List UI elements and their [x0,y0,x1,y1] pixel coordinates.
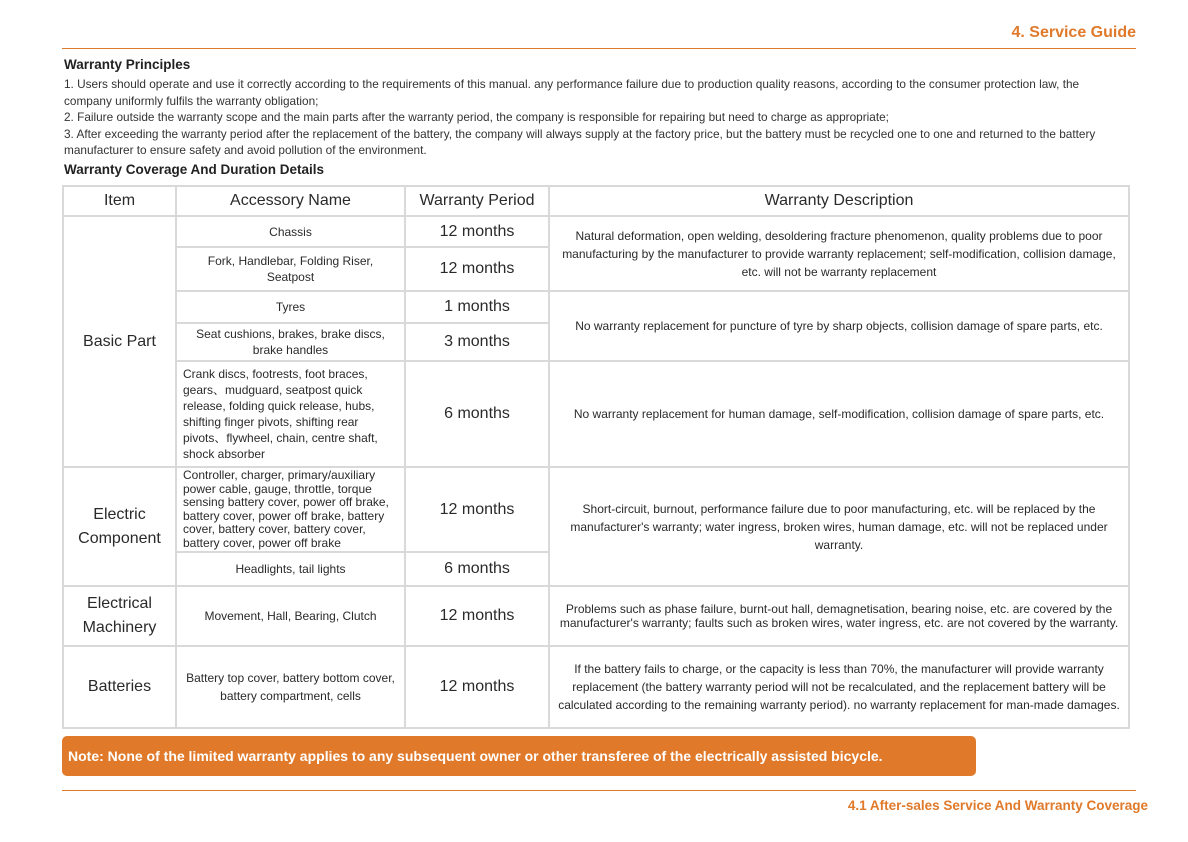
table-row [63,646,1129,728]
principles-heading: Warranty Principles [64,57,191,72]
header-description: Warranty Description [549,186,1129,216]
principles-list [64,76,1130,159]
accessory-cell: Chassis [176,216,405,247]
accessory-cell: Controller, charger, primary/auxiliary power cable, gauge, throttle, torque sensing battery cover, power off brake, battery cover, power off brake, battery cover, battery cover, battery cover, battery cover, power off brake [176,467,405,551]
accessory-cell: Crank discs, footrests, foot braces, gears、mudguard, seatpost quick release, folding quick release, hubs, shifting finger pivots, shifting rear pivots、flywheel, chain, centre shaft, shock absorber [176,361,405,467]
header-period: Warranty Period [405,186,549,216]
warranty-note-banner: Note: None of the limited warranty applies to any subsequent owner or other transferee of the electrically assisted bicycle. [62,736,976,776]
description-cell: Short-circuit, burnout, performance failure due to poor manufacturing, etc. will be replaced by the manufacturer's warranty; water ingress, broken wires, human damage, etc. will not be replaced under warranty. [549,467,1129,585]
principle-item: 1. Users should operate and use it correctly according to the requirements of this manual. any performance failure due to production quality reasons, according to the consumer protection law, the company uniformly fulfils the warranty obligation; [64,77,1080,108]
page-section-title: 4. Service Guide [1011,24,1136,41]
item-batteries: Batteries [63,646,176,728]
period-cell: 12 months [405,247,549,291]
period-cell: 12 months [405,216,549,247]
table-row [63,467,1129,551]
warranty-table [62,185,1130,729]
coverage-heading: Warranty Coverage And Duration Details [64,162,325,177]
period-cell: 12 months [405,646,549,728]
item-electric-component: Electric Component [63,467,176,585]
table-row [63,216,1129,247]
accessory-cell: Seat cushions, brakes, brake discs, brake handles [176,323,405,361]
accessory-cell: Fork, Handlebar, Folding Riser, Seatpost [176,247,405,291]
period-cell: 6 months [405,552,549,586]
period-cell: 12 months [405,467,549,551]
principle-item: 2. Failure outside the warranty scope and the main parts after the warranty period, the company is responsible for repairing but need to charge as appropriate; [64,110,889,124]
description-cell: Natural deformation, open welding, desoldering fracture phenomenon, quality problems due to poor manufacturing by the manufacturer to provide warranty replacement; self-modification, collision damage, etc. will not be warranty replacement [549,216,1129,291]
principle-item: 3. After exceeding the warranty period after the replacement of the battery, the company will always supply at the factory price, but the battery must be recycled one to one and returned to the battery manufacturer to ensure safety and avoid pollution of the environment. [64,126,1096,157]
header-item: Item [63,186,176,216]
description-cell: Problems such as phase failure, burnt-out hall, demagnetisation, bearing noise, etc. are covered by the manufacturer's warranty; faults such as broken wires, water ingress, etc. are not covered by the warranty. [549,586,1129,646]
period-cell: 6 months [405,361,549,467]
footer-section-title: 4.1 After-sales Service And Warranty Coverage [847,798,1148,813]
item-electrical-machinery: Electrical Machinery [63,586,176,646]
accessory-cell: Movement, Hall, Bearing, Clutch [176,586,405,646]
period-cell: 12 months [405,586,549,646]
item-basic-part: Basic Part [63,216,176,467]
footer-divider [62,790,1136,791]
accessory-cell: Battery top cover, battery bottom cover, battery compartment, cells [176,646,405,728]
accessory-cell: Headlights, tail lights [176,552,405,586]
table-row [63,586,1129,646]
header-accessory: Accessory Name [176,186,405,216]
period-cell: 1 months [405,291,549,323]
description-cell: No warranty replacement for puncture of tyre by sharp objects, collision damage of spare parts, etc. [549,291,1129,361]
description-cell: If the battery fails to charge, or the capacity is less than 70%, the manufacturer will provide warranty replacement (the battery warranty period will not be recalculated, and the replacement battery will be calculated according to the remaining warranty period). no warranty replacement for man-made damages. [549,646,1129,728]
accessory-cell: Tyres [176,291,405,323]
table-header-row [63,186,1129,216]
period-cell: 3 months [405,323,549,361]
header-divider [62,48,1136,49]
description-cell: No warranty replacement for human damage, self-modification, collision damage of spare parts, etc. [549,361,1129,467]
table-row [63,361,1129,467]
table-row [63,291,1129,323]
